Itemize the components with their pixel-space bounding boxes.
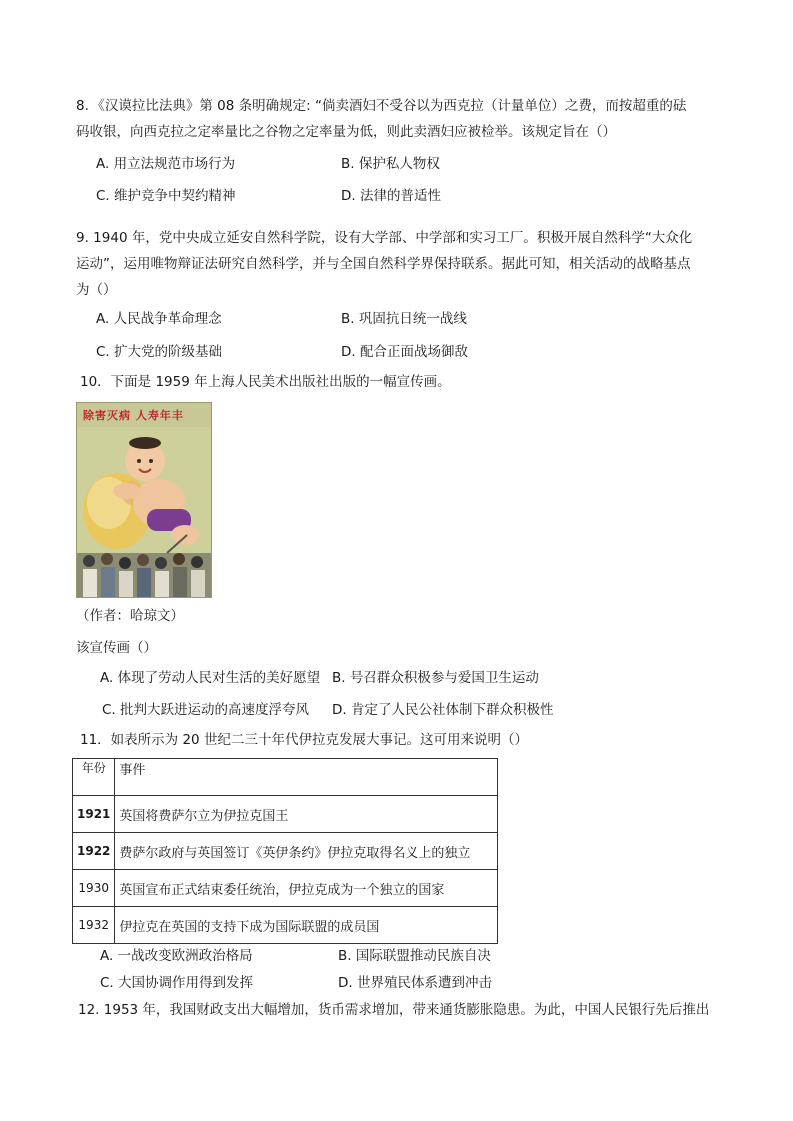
q9-option-c: C. 扩大党的阶级基础 (96, 344, 223, 360)
q8-option-d: D. 法律的普适性 (341, 188, 441, 204)
q12-stem-line1: 12. 1953 年，我国财政支出大幅增加，货币需求增加，带来通货膨胀隐患。为此，中国人民银行先后推出 (78, 1002, 710, 1018)
q9-option-a: A. 人民战争革命理念 (96, 311, 222, 327)
poster-illustration (77, 403, 211, 597)
q10-stem: 10．下面是 1959 年上海人民美术出版社出版的一幅宣传画。 (80, 374, 451, 390)
q9-stem-line2: 运动”，运用唯物辩证法研究自然科学，并与全国自然科学界保持联系。据此可知，相关活动的战略基点 (76, 256, 691, 272)
q8-option-a: A. 用立法规范市场行为 (96, 156, 236, 172)
q9-stem-line1: 9. 1940 年，党中央成立延安自然科学院，设有大学部、中学部和实习工厂。积极开展自然科学“大众化 (76, 230, 693, 246)
table-row (73, 870, 498, 907)
q10-option-c: C. 批判大跃进运动的高速度浮夸风 (102, 702, 310, 718)
q8-option-c: C. 维护竞争中契约精神 (96, 188, 236, 204)
q10-option-a: A. 体现了劳动人民对生活的美好愿望 (100, 670, 321, 686)
q10-option-b: B. 号召群众积极参与爱国卫生运动 (332, 670, 539, 686)
poster-slogan: 除害灭病 人寿年丰 (83, 409, 184, 422)
q8-stem-line2: 码收银，向西克拉之定率量比之谷物之定率量为低，则此卖酒妇应被检举。该规定旨在（） (76, 124, 616, 140)
table-row (73, 796, 498, 833)
table-cell-year: 1921 (73, 796, 115, 833)
q11-option-b: B. 国际联盟推动民族自决 (338, 948, 491, 964)
table-cell-event: 英国宣布正式结束委任统治，伊拉克成为一个独立的国家 (115, 870, 498, 907)
poster-caption: （作者：哈琼文） (76, 608, 184, 624)
q8-option-b: B. 保护私人物权 (341, 156, 440, 172)
q9-option-b: B. 巩固抗日统一战线 (341, 311, 467, 327)
propaganda-poster (76, 402, 212, 598)
table-header-event: 事件 (115, 759, 498, 796)
table-row (73, 833, 498, 870)
q9-option-d: D. 配合正面战场御敌 (341, 344, 468, 360)
table-header-year: 年份 (73, 759, 115, 796)
q10-question: 该宣传画（） (76, 640, 157, 656)
table-cell-event: 英国将费萨尔立为伊拉克国王 (115, 796, 498, 833)
q11-option-d: D. 世界殖民体系遭到冲击 (338, 975, 492, 991)
q10-option-d: D. 肯定了人民公社体制下群众积极性 (332, 702, 554, 718)
table-cell-year: 1930 (73, 870, 115, 907)
q11-option-a: A. 一战改变欧洲政治格局 (100, 948, 253, 964)
q11-stem: 11．如表所示为 20 世纪二三十年代伊拉克发展大事记。这可用来说明（） (80, 732, 528, 748)
q9-stem-line3: 为（） (76, 282, 117, 298)
iraq-events-table (72, 758, 498, 944)
table-cell-event: 费萨尔政府与英国签订《英伊条约》伊拉克取得名义上的独立 (115, 833, 498, 870)
q8-stem-line1: 8．《汉谟拉比法典》第 08 条明确规定: “倘卖酒妇不受谷以为西克拉（计量单位）之费，而按超重的砝 (76, 98, 687, 114)
table-row (73, 907, 498, 944)
table-cell-year: 1922 (73, 833, 115, 870)
table-cell-event: 伊拉克在英国的支持下成为国际联盟的成员国 (115, 907, 498, 944)
q11-option-c: C. 大国协调作用得到发挥 (100, 975, 254, 991)
table-cell-year: 1932 (73, 907, 115, 944)
table-header-row (73, 759, 498, 796)
